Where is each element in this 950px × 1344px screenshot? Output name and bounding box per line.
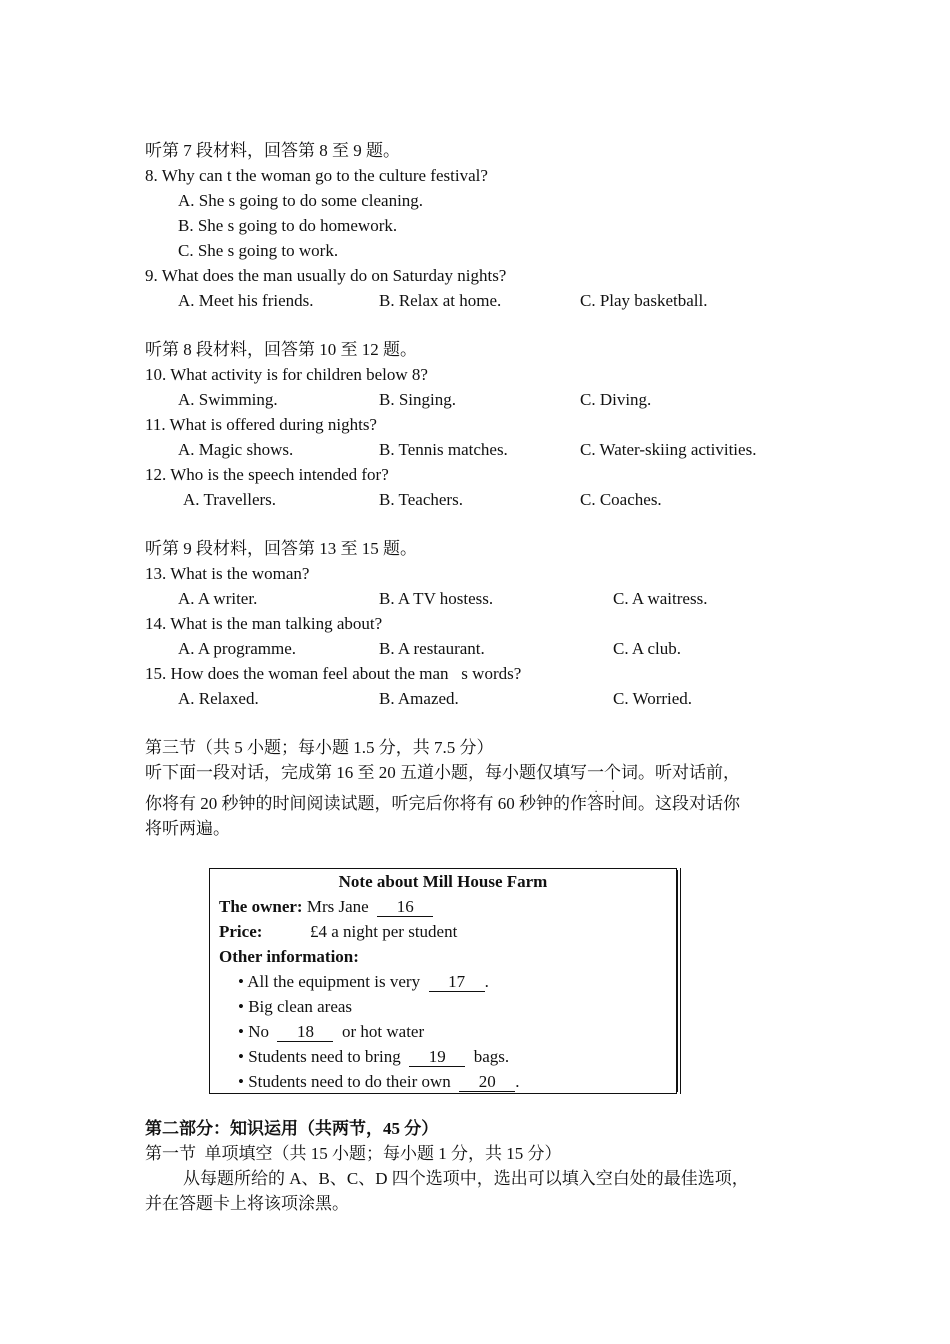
part-3-header: 第三节（共 5 小题；每小题 1.5 分，共 7.5 分）	[145, 738, 494, 757]
question-9: 9. What does the man usually do on Saturday nights?	[145, 266, 507, 285]
question-8-option-a: A. She s going to do some cleaning.	[178, 191, 424, 210]
note-bullet-4: • Students need to bring 19 bags.	[238, 1047, 510, 1066]
question-12-option-b: B. Teachers.	[379, 490, 463, 509]
question-10: 10. What activity is for children below 8?	[145, 365, 428, 384]
question-15-option-a: A. Relaxed.	[178, 689, 259, 708]
note-price-text: £4 a night per student	[310, 922, 458, 941]
question-11: 11. What is offered during nights?	[145, 415, 377, 434]
question-8-option-b: B. She s going to do homework.	[178, 216, 398, 235]
answer-blank-16: 16	[377, 898, 433, 917]
part-2-header: 第二部分：知识运用（共两节，45 分）	[145, 1119, 439, 1138]
note-bullet-3: • No 18 or hot water	[238, 1022, 425, 1041]
section-7-header: 听第 7 段材料，回答第 8 至 9 题。	[145, 141, 400, 160]
question-15-option-c: C. Worried.	[613, 689, 693, 708]
bullet-icon: •	[238, 1072, 244, 1091]
question-12: 12. Who is the speech intended for?	[145, 465, 389, 484]
question-14-option-a: A. A programme.	[178, 639, 297, 658]
answer-blank-20: 20	[459, 1073, 515, 1092]
question-15: 15. How does the woman feel about the man s words?	[145, 664, 522, 683]
question-13-option-b: B. A TV hostess.	[379, 589, 494, 608]
question-13-option-c: C. A waitress.	[613, 589, 708, 608]
question-13: 13. What is the woman?	[145, 564, 310, 583]
bullet-icon: •	[238, 1047, 244, 1066]
part-2-instruction-line-1: 从每题所给的 A、B、C、D 四个选项中，选出可以填入空白处的最佳选项，	[183, 1169, 749, 1188]
question-11-option-b: B. Tennis matches.	[379, 440, 508, 459]
note-bullet-5: • Students need to do their own 20 .	[238, 1072, 520, 1091]
section-8-header: 听第 8 段材料，回答第 10 至 12 题。	[145, 340, 417, 359]
note-other-label: Other information:	[219, 947, 359, 966]
bullet-icon: •	[238, 997, 244, 1016]
note-price-label: Price:	[219, 922, 263, 941]
question-8-option-c: C. She s going to work.	[178, 241, 339, 260]
question-10-option-c: C. Diving.	[580, 390, 652, 409]
question-12-option-c: C. Coaches.	[580, 490, 662, 509]
note-bullet-2: • Big clean areas	[238, 997, 353, 1016]
question-15-option-b: B. Amazed.	[379, 689, 459, 708]
question-9-option-b: B. Relax at home.	[379, 291, 502, 310]
note-title: Note about Mill House Farm	[338, 872, 548, 891]
emphasis-dot-char: 个	[604, 763, 621, 782]
question-11-option-a: A. Magic shows.	[178, 440, 294, 459]
answer-blank-17: 17	[429, 973, 485, 992]
question-10-option-b: B. Singing.	[379, 390, 456, 409]
part-3-instruction-line-1: 听下面一段对话，完成第 16 至 20 五道小题，每小题仅填写一个词。听对话前，	[145, 763, 740, 782]
question-12-option-a: A. Travellers.	[183, 490, 277, 509]
note-bullet-1: • All the equipment is very 17 .	[238, 972, 489, 991]
bullet-icon: •	[238, 972, 244, 991]
question-11-option-c: C. Water-skiing activities.	[580, 440, 757, 459]
answer-blank-19: 19	[409, 1048, 465, 1067]
question-14: 14. What is the man talking about?	[145, 614, 383, 633]
question-14-option-b: B. A restaurant.	[379, 639, 485, 658]
note-box	[209, 868, 677, 1094]
question-10-option-a: A. Swimming.	[178, 390, 278, 409]
part-2-section-1-header: 第一节 单项填空（共 15 小题；每小题 1 分，共 15 分）	[145, 1144, 562, 1163]
part-3-instruction-line-2: 你将有 20 秒钟的时间阅读试题，听完后你将有 60 秒钟的作答时间。这段对话你	[145, 794, 740, 813]
section-9-header: 听第 9 段材料，回答第 13 至 15 题。	[145, 539, 417, 558]
bullet-icon: •	[238, 1022, 244, 1041]
question-9-option-c: C. Play basketball.	[580, 291, 708, 310]
part-3-instruction-line-3: 将听两遍。	[145, 819, 230, 838]
question-14-option-c: C. A club.	[613, 639, 682, 658]
answer-blank-18: 18	[277, 1023, 333, 1042]
question-8: 8. Why can t the woman go to the culture festival?	[145, 166, 488, 185]
note-owner-line: The owner: Mrs Jane 16	[219, 896, 433, 918]
question-9-option-a: A. Meet his friends.	[178, 291, 314, 310]
part-2-instruction-line-2: 并在答题卡上将该项涂黑。	[145, 1194, 349, 1213]
question-13-option-a: A. A writer.	[178, 589, 258, 608]
emphasis-dot-char: 一	[587, 763, 604, 782]
